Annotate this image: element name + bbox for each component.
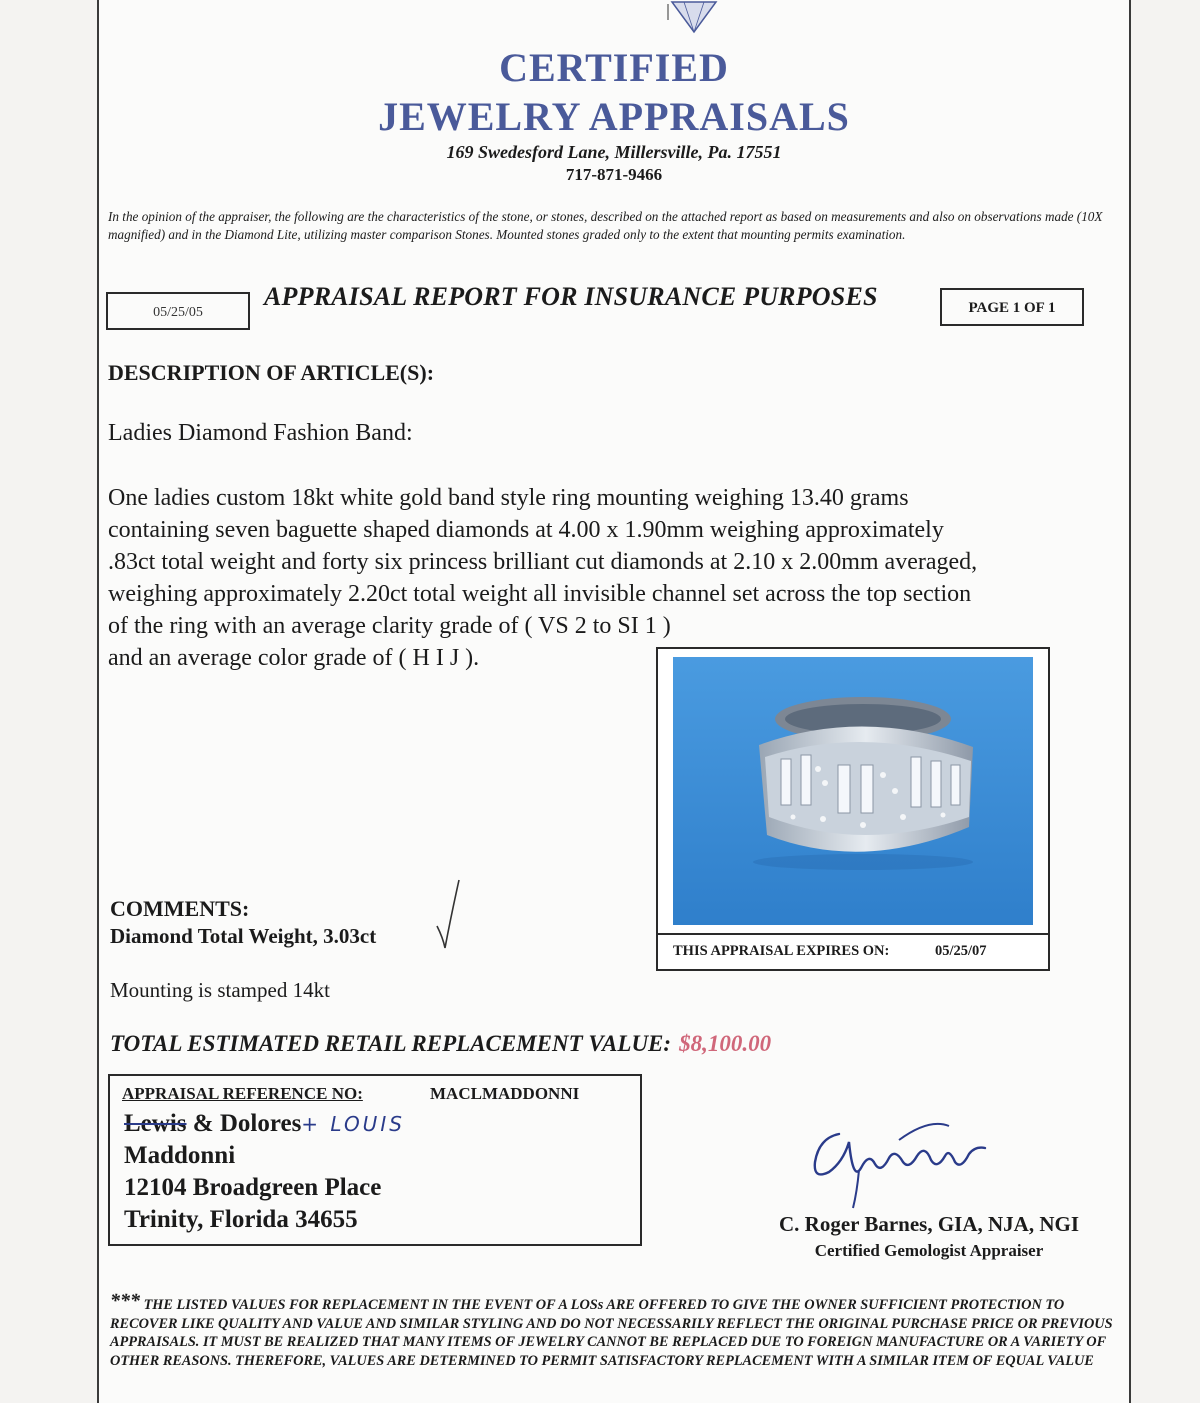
description-line: containing seven baguette shaped diamonds at 4.00 x 1.90mm weighing approximately [108,517,944,543]
company-name-line1: CERTIFIED [499,45,729,90]
client-street: 12104 Broadgreen Place [124,1174,382,1201]
diamond-logo-icon [664,0,724,34]
client-name-line [124,1108,405,1140]
description-line: and an average color grade of ( H I J ). [108,645,480,671]
handwritten-name-addition: + LOUIS [301,1112,405,1136]
appraiser-title: Certified Gemologist Appraiser [814,1241,1044,1260]
description-line: weighing approximately 2.20ct total weight all invisible channel set across the top section [108,581,972,607]
client-address [124,1108,405,1236]
client-city: Trinity, Florida 34655 [124,1206,358,1233]
ring-photo-frame [656,647,1050,971]
description-line: One ladies custom 18kt white gold band style ring mounting weighing 13.40 grams [108,485,909,511]
article-description [108,482,1123,674]
client-name: & Dolores [186,1110,302,1137]
reference-label: APPRAISAL REFERENCE NO: [122,1084,363,1103]
disclaimer-text: THE LISTED VALUES FOR REPLACEMENT IN THE EVENT OF A LOSs ARE OFFERED TO GIVE THE OWNER SUFFICIENT PROTECTION TO RECOVER LIKE QUALITY AND VALUE AND SIMILAR STYLING AND DO NOT NECESSARILY REFLECT THE ORIGINAL PURCHASE PRICE OR PREVIOUS APPRAISALS. IT MUST BE REALIZED THAT MANY ITEMS OF JEWELRY CANNOT BE REPLACED DUE TO FOREIGN MANUFACTURE OR A VARIETY OF OTHER REASONS. THEREFORE, VALUES ARE DETERMINED TO PERMIT SATISFACTORY REPLACEMENT WITH A SIMILAR ITEM OF EQUAL VALUE [110,1297,1113,1369]
expiration-date: 05/25/07 [935,943,987,959]
company-address: 169 Swedesford Lane, Millersville, Pa. 17551 [446,142,782,162]
disclaimer [110,1292,1120,1370]
replacement-value-line [110,1031,771,1057]
reference-box [108,1074,642,1246]
expiration-label: THIS APPRAISAL EXPIRES ON: [673,943,890,959]
company-phone: 717-871-9466 [565,165,663,184]
description-line: .83ct total weight and forty six princess brilliant cut diamonds at 2.10 x 2.00mm averaged, [108,549,978,575]
appraiser-signature [799,1112,999,1212]
mounting-stamp-note: Mounting is stamped 14kt [110,978,330,1002]
report-title: APPRAISAL REPORT FOR INSURANCE PURPOSES [264,282,878,311]
intro-paragraph: In the opinion of the appraiser, the following are the characteristics of the stone, or stones, described on the attached report as based on measurements and also on observations made (10X magnified) and in the Diamond Lite, utilizing master comparison Stones. Mounted stones graded only to the extent that mounting permits examination. [108,209,1103,242]
article-name: Ladies Diamond Fashion Band: [108,420,413,446]
comments-heading: COMMENTS: [110,896,250,921]
struck-name: Lewis [124,1110,187,1137]
handwritten-check-icon [435,876,465,952]
appraiser-name: C. Roger Barnes, GIA, NJA, NGI [778,1212,1080,1236]
report-date-box: 05/25/05 [106,292,250,330]
client-surname: Maddonni [124,1142,236,1169]
disclaimer-stars: *** [110,1290,140,1312]
company-name-line2: JEWELRY APPRAISALS [378,94,850,139]
appraisal-document [97,0,1131,1403]
expiration-row [658,933,1048,971]
page-number-box: PAGE 1 OF 1 [940,288,1084,326]
reference-number: MACLMADDONNI [430,1084,580,1103]
description-heading: DESCRIPTION OF ARTICLE(S): [108,360,435,385]
diamond-total-weight: Diamond Total Weight, 3.03ct [110,924,377,948]
description-line: of the ring with an average clarity grade of ( VS 2 to SI 1 ) [108,613,671,639]
replacement-value-label: TOTAL ESTIMATED RETAIL REPLACEMENT VALUE: [110,1031,672,1056]
ring-photo [673,657,1033,925]
replacement-value-amount: $8,100.00 [679,1031,772,1056]
